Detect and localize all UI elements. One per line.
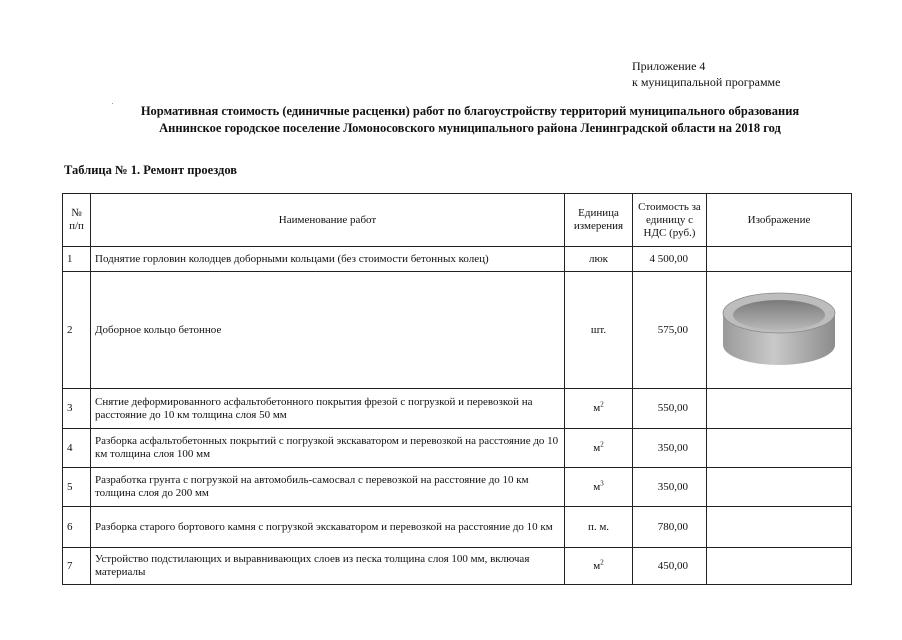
- row-image: [707, 389, 852, 429]
- unit-exponent: 2: [600, 439, 604, 448]
- unit-text: м: [593, 480, 601, 493]
- unit-text: м: [593, 559, 601, 572]
- row-image: [707, 548, 852, 585]
- row-num: 3: [63, 389, 91, 429]
- row-image: [707, 468, 852, 507]
- row-name: Снятие деформированного асфальтобетонного покрытия фрезой с погрузкой и перевозкой на расстояние до 10 км толщина слоя 50 мм: [91, 389, 565, 429]
- row-num: 6: [63, 507, 91, 548]
- concrete-ring-image: [719, 289, 839, 371]
- table-row: [63, 272, 852, 389]
- row-price: 4 500,00: [633, 247, 707, 272]
- header-num: № п/п: [63, 194, 91, 247]
- unit-text: м: [593, 441, 601, 454]
- table-row: [63, 548, 852, 585]
- table-row: [63, 247, 852, 272]
- row-num: 7: [63, 548, 91, 585]
- row-unit: [565, 507, 633, 548]
- row-unit: [565, 389, 633, 429]
- row-image: [707, 429, 852, 468]
- appendix-line-2: к муниципальной программе: [632, 75, 781, 89]
- row-image: [707, 507, 852, 548]
- appendix-line-1: Приложение 4: [632, 59, 706, 73]
- works-table: [62, 193, 852, 585]
- row-unit: [565, 272, 633, 389]
- row-price: 780,00: [633, 507, 707, 548]
- table-row: [63, 468, 852, 507]
- row-price: 350,00: [633, 468, 707, 507]
- unit-exponent: 3: [600, 478, 604, 487]
- row-price: 450,00: [633, 548, 707, 585]
- header-image: Изображение: [707, 194, 852, 247]
- unit-text: шт.: [590, 323, 607, 336]
- row-price: 550,00: [633, 389, 707, 429]
- row-unit: [565, 548, 633, 585]
- row-image: [707, 247, 852, 272]
- header-price: Стоимость за единицу с НДС (руб.): [633, 194, 707, 247]
- row-name: Разборка старого бортового камня с погрузкой экскаватором и перевозкой на расстояние до 10 км: [91, 507, 565, 548]
- header-unit: Единица измерения: [565, 194, 633, 247]
- row-name: Поднятие горловин колодцев доборными кольцами (без стоимости бетонных колец): [91, 247, 565, 272]
- row-name: Разборка асфальтобетонных покрытий с погрузкой экскаватором и перевозкой на расстояние до 10 км толщина слоя 100 мм: [91, 429, 565, 468]
- row-image: [707, 272, 852, 389]
- row-num: 4: [63, 429, 91, 468]
- row-name: Устройство подстилающих и выравнивающих слоев из песка толщина слоя 100 мм, включая материалы: [91, 548, 565, 585]
- unit-text: люк: [588, 252, 609, 265]
- document-title: [40, 103, 900, 137]
- unit-exponent: 2: [600, 400, 604, 409]
- table-header-row: [63, 194, 852, 247]
- table-row: [63, 507, 852, 548]
- row-num: 1: [63, 247, 91, 272]
- table-row: [63, 389, 852, 429]
- appendix-note: [632, 58, 780, 90]
- table-caption: Таблица № 1. Ремонт проездов: [64, 163, 238, 177]
- unit-text: п. м.: [587, 520, 610, 533]
- unit-exponent: 2: [600, 557, 604, 566]
- row-price: 575,00: [633, 272, 707, 389]
- row-name: Разработка грунта с погрузкой на автомобиль-самосвал с перевозкой на расстояние до 10 км толщина слоя до 200 мм: [91, 468, 565, 507]
- row-unit: [565, 429, 633, 468]
- row-price: 350,00: [633, 429, 707, 468]
- row-unit: [565, 468, 633, 507]
- unit-text: м: [593, 402, 601, 414]
- title-line-2: Аннинское городское поселение Ломоносовского муниципального района Ленинградской области на 2018 год: [159, 121, 781, 135]
- row-name: Доборное кольцо бетонное: [91, 272, 565, 389]
- table-row: [63, 429, 852, 468]
- row-unit: [565, 247, 633, 272]
- title-line-1: Нормативная стоимость (единичные расценки) работ по благоустройству территорий муниципального образования: [140, 104, 800, 118]
- header-name: Наименование работ: [91, 194, 565, 247]
- row-num: 5: [63, 468, 91, 507]
- row-num: 2: [63, 272, 91, 389]
